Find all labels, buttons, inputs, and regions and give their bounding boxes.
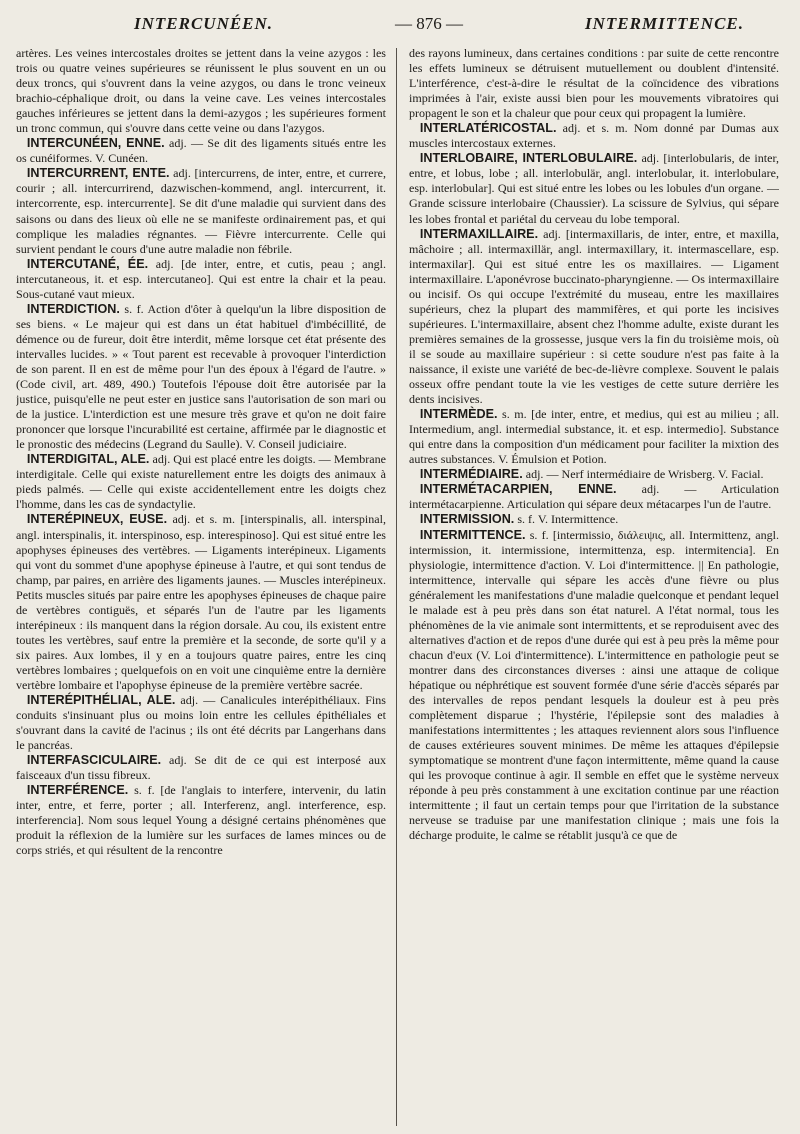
entry-headword: INTERMÉDIAIRE.	[419, 467, 523, 482]
entry-text: adj. Qui est placé entre les doigts. — Membrane interdigitale. Celle qui existe naturellement entre les doigts des animaux à pieds palmés. — Celle qui existe accidentellement entre les doigts chez l'homme, dans les cas de syndactylie.	[16, 452, 387, 512]
entry-headword: INTERMISSION.	[419, 512, 515, 527]
entry-text: adj. — Canalicules interépithéliaux. Fins conduits s'insinuant plus ou moins loin entre les cellules épithéliales et s'ouvrant dans la cavité de l'acinus ; ils ont été décrits par Langerhans dans le pancréas.	[16, 693, 386, 753]
dictionary-entry	[16, 46, 386, 136]
dictionary-entry	[409, 512, 779, 527]
right-column	[397, 46, 779, 1126]
entry-headword: INTERÉPITHÉLIAL, ALE.	[26, 693, 176, 708]
entry-headword: INTERMAXILLAIRE.	[419, 226, 539, 241]
entry-text: adj. — Articulation intermétacarpienne. Articulation qui sépare deux métacarpes l'un de l'autre.	[409, 482, 779, 512]
entry-text: des rayons lumineux, dans certaines conditions : par suite de cette rencontre les effets lumineux se détruisent mutuellement ou doublent d'intensité. L'interférence, c'est-à-dire le résultat de la coïncidence des vibrations imprimées à l'air, existe aussi bien pour les mouvements vibratoires qui propagent le son et la chaleur que pour ceux qui propagent la lumière.	[409, 46, 779, 121]
entry-text: adj. [interlobularis, de inter, entre, et lobus, lobe ; all. interlobulär, angl. interlobular, it. interlobulare, esp. interlobular]. Qui est situé entre les lobes ou les lobules d'un organe. — Grande scissure interlobaire (Chaussier). La scissure de Sylvius, qui sépare les lobes frontal et pariétal du cerveau du lobe temporal.	[409, 151, 779, 226]
header-right-keyword: INTERMITTENCE.	[585, 14, 744, 33]
entry-text: adj. — Nerf intermédiaire de Wrisberg. V. Facial.	[525, 467, 764, 482]
entry-headword: INTERDIGITAL, ALE.	[26, 452, 150, 467]
dictionary-entry	[16, 783, 386, 858]
entry-text: adj. — Se dit des ligaments situés entre les os cunéiformes. V. Cunéen.	[16, 136, 387, 166]
dictionary-entry	[16, 302, 386, 452]
entry-headword: INTERCUTANÉ, ÉE.	[26, 256, 149, 271]
entry-text: adj. [intercurrens, de inter, entre, et currere, courir ; all. intercurrirend, dazwischen-kommend, angl. intercurrent, it. intercorrente, esp. intercurrente]. Se dit d'une maladie qui survient dans des saisons ou dans des lieux où elle ne se manifeste ordinairement pas, et qui complique les maladies régnantes. — Fièvre intercurrente. Celle qui survient pendant le cours d'une autre maladie non fébrile.	[16, 166, 386, 256]
entry-text: adj. [de inter, entre, et cutis, peau ; angl. intercutaneous, it. et esp. intercutaneo]. Qui est entre la chair et la peau. Sous-cutané vaut mieux.	[16, 256, 386, 301]
two-column-body	[16, 46, 786, 1126]
running-header	[16, 14, 786, 46]
dictionary-entry	[409, 46, 779, 121]
dictionary-entry	[409, 227, 779, 408]
entry-headword: INTERLOBAIRE, INTERLOBULAIRE.	[419, 151, 638, 166]
entry-headword: INTERDICTION.	[26, 301, 120, 316]
entry-text: s. f. [de l'anglais to interfere, intervenir, du latin inter, entre, et ferre, porter ; all. Interferenz, angl. interference, esp. interferencia]. Nom sous lequel Young a désigné certains phénomènes que produit la réflexion de la lumière sur les surfaces de lames minces ou de corps striés, et qui résultent de la rencontre	[16, 783, 386, 858]
dictionary-entry	[409, 407, 779, 467]
dictionary-entry	[16, 166, 386, 256]
entry-text: artères. Les veines intercostales droites se jettent dans la veine azygos : les trois ou quatre veines supérieures se réunissent le plus souvent en un ou deux troncs, qui s'ouvrent dans la veine azygos, ou dans le tronc veineux brachio-céphalique droit, ou dans la veine cave. Les veines intercostales gauches inférieures se jettent dans la demi-azygos ; les supérieures forment un tronc commun, qui s'ouvre dans cette veine ou dans l'azygos.	[16, 46, 386, 136]
entry-headword: INTERCUNÉEN, ENNE.	[26, 136, 165, 151]
dictionary-entry	[409, 467, 779, 482]
entry-headword: INTERFÉRENCE.	[26, 783, 129, 798]
left-column	[16, 46, 396, 1126]
dictionary-entry	[16, 753, 386, 783]
entry-text: adj. Se dit de ce qui est interposé aux faisceaux d'un tissu fibreux.	[16, 753, 387, 783]
dictionary-entry	[16, 452, 386, 512]
page-number: — 876 —	[395, 14, 464, 33]
entry-headword: INTERMITTENCE.	[419, 527, 526, 542]
entry-text: s. f. V. Intermittence.	[517, 512, 619, 527]
dictionary-entry	[16, 136, 386, 166]
dictionary-entry	[16, 257, 386, 302]
entry-text: adj. [intermaxillaris, de inter, entre, et maxilla, mâchoire ; all. intermaxillär, angl. intermaxillary, it. intermascellare, esp. intermaxilar]. Qui est situé entre les os maxillaires. — Ligament intermaxillaire. L'aponévrose buccinato-pharyngienne. — Os intermaxillaire ou incisif. Os qui occupe l'extrémité du museau, entre les maxillaires supérieurs, chez la plupart des mammifères, et qui porte les incisives supérieures. L'intermaxillaire, absent chez l'homme adulte, existe durant les premières semaines de la grossesse, jusque vers la fin du troisième mois, où il se soude au maxillaire supérieur : si cette soudure n'est pas faite à la naissance, il existe une variété de bec-de-lièvre complexe. Souvent le palais osseux offre pendant toute la vie les vestiges de cette suture derrière les dents incisives.	[409, 226, 779, 407]
entry-text: adj. et s. m. Nom donné par Dumas aux muscles intercostaux externes.	[409, 121, 779, 151]
entry-headword: INTERMÈDE.	[419, 407, 498, 422]
entry-headword: INTERFASCICULAIRE.	[26, 753, 162, 768]
entry-headword: INTERMÉTACARPIEN, ENNE.	[419, 482, 617, 497]
entry-text: s. m. [de inter, entre, et medius, qui est au milieu ; all. Intermedium, angl. intermedial substance, it. et esp. intermedio]. Substance qui entre dans la composition d'un médicament pour faciliter la mixtion des autres substances. V. Émulsion et Potion.	[409, 407, 779, 467]
entry-text: s. f. Action d'ôter à quelqu'un la libre disposition de ses biens. « Le majeur qui est dans un état habituel d'imbécillité, de démence ou de fureur, doit être interdit, même lorsque cet état présente des intervalles lucides. » « Tout parent est recevable à provoquer l'interdiction de son parent. Il en est de même pour l'un des époux à l'égard de l'autre. » (Code civil, art. 489, 490.) Toutefois l'épouse doit être autorisée par la justice, puisqu'elle ne peut ester en justice sans l'autorisation de son mari ou de la justice. L'interdiction est une mesure très grave et qu'on ne doit faire prononcer que lorsque l'incurabilité est certaine, affirmée par le diagnostic et le pronostic des médecins (Legrand du Saulle). V. Conseil judiciaire.	[16, 301, 387, 452]
header-left-keyword: INTERCUNÉEN.	[134, 14, 274, 33]
entry-text: adj. et s. m. [interspinalis, all. interspinal, angl. interspinalis, it. interspinoso, esp. interespinoso]. Qui est situé entre les apophyses épineuses des vertèbres. — Ligaments interépineux. Ligaments qui vont du sommet d'une apophyse épineuse à l'autre, et qui sont tendus de champ, par paires, en arrière des ligaments jaunes. — Muscles interépineux. Petits muscles situés par paire entre les apophyses épineuses de chaque paire de vertèbres contiguës, et séparés l'un de l'autre par les ligaments interépineux : ils manquent dans la région dorsale. Au cou, ils existent entre toutes les vertèbres, sauf entre la première et la seconde, de sorte qu'il y a six paires. Aux lombes, il y en a toujours quatre paires, entre les cinq vertèbres lombaires ; quelquefois on en voit une cinquième entre la dernière vertèbre lombaire et l'apophyse épineuse de la première vertèbre sacrée.	[16, 512, 386, 692]
dictionary-entry	[16, 693, 386, 753]
dictionary-entry	[409, 528, 779, 844]
dictionary-entry	[16, 512, 386, 693]
entry-headword: INTERCURRENT, ENTE.	[26, 166, 170, 181]
entry-headword: INTERÉPINEUX, EUSE.	[26, 512, 168, 527]
entry-headword: INTERLATÉRICOSTAL.	[419, 121, 557, 136]
dictionary-entry	[409, 121, 779, 151]
dictionary-entry	[409, 151, 779, 226]
entry-text: s. f. [intermissio, διάλειψις, all. Intermittenz, angl. intermission, it. intermissione, intermittenza, esp. intermitencia]. En physiologie, intermittence d'action. V. Loi d'intermittence. || En pathologie, intermittence, intervalle qui sépare les accès d'une fièvre ou plus généralement les manifestations d'une maladie quelconque et pendant lequel le malade est à peu près dans son état naturel. A l'état normal, tous les phénomènes de la vie animale sont intermittents, et se reproduisent avec des alternatives d'action et de repos d'une durée qui est à peu près la même pour chacun d'eux (V. Loi d'intermittence). L'intermittence en pathologie peut se montrer dans des circonstances diverses : ainsi une attaque de colique hépatique ou néphrétique est souvent formée d'une série d'accès séparés par des intervalles de repos pendant lesquels la douleur est à peu près complètement disparue ; l'hystérie, l'épilepsie sont des maladies à manifestations intermittentes ; les attaques reviennent alors sous l'influence de causes extérieures souvent minimes. De même les attaques d'épilepsie symptomatique se montrent d'une façon intermittente, même quand la cause qui les provoque continue à agir. Il semble en effet que le système nerveux réponde à peu près constamment à une excitation continue par une réaction intermittente ; il faut un certain temps pour que l'irritation de la substance nerveuse se traduise par une manifestation clinique ; mais une fois la décharge produite, le calme se rétablit jusqu'à ce que de	[409, 527, 779, 843]
dictionary-entry	[409, 482, 779, 512]
